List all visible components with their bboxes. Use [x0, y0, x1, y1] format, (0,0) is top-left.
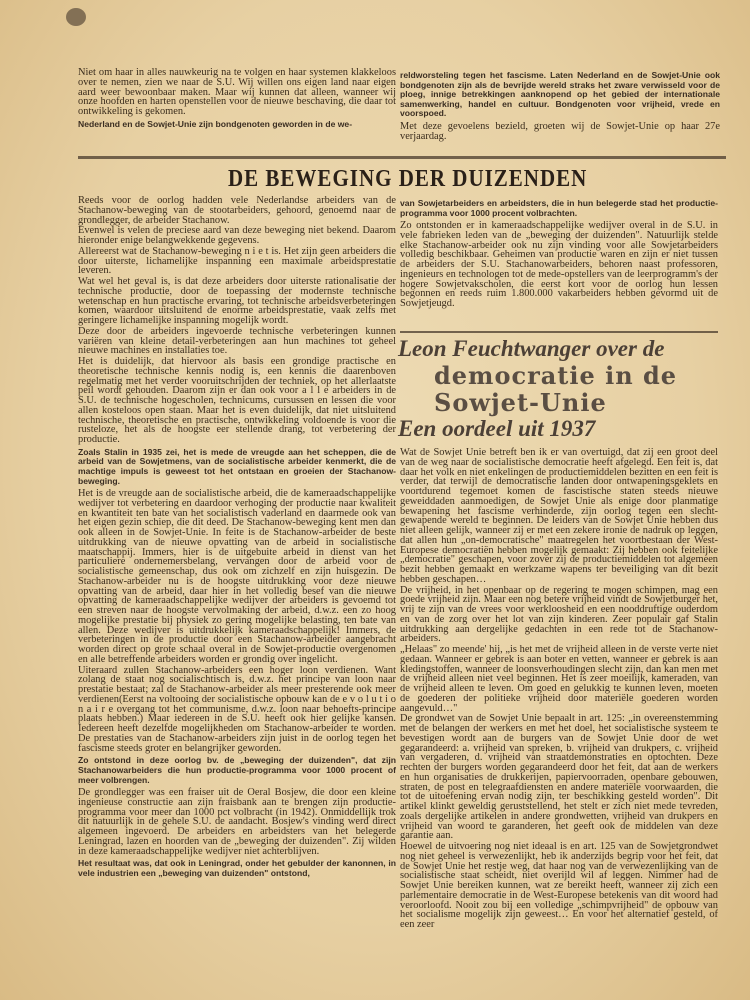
section-divider: [78, 156, 726, 159]
feuchtwanger-article-body: [400, 448, 718, 931]
paragraph: Met deze gevoelens bezield, groeten wij de Sowjet-Unie op haar 27e verjaardag.: [400, 120, 720, 142]
headline-line-2: democratie in de: [434, 361, 678, 390]
paragraph: De grondlegger was een fraiser uit de Oeral Bosjew, die door een kleine ingenieuse constructie aan zijn fraisbank aan te brengen zijn productie-programma voor meer dan 1000 pct volbracht (in 1942). Onmiddellijk trok dit natuurlijk in de gehele S.U. de aandacht. Bosjew's vinding werd direct algemeen ingevoerd. De arbeiders en arbeidsters van het belegerde Leningrad, lazen en hoorden van de „beweging der duizenden". Zij wilden in deze kameraadschappelijke wedijver niet achterblijven.: [78, 787, 396, 857]
paragraph: „Helaas" zo meende' hij, „is het met de vrijheid alleen in de verste verte niet gedaan. Wanneer er gebrek is aan boter en vetten, wanneer er gebrek is aan kledingstoffen, wanneer de loonsverhoudingen slecht zijn, dan kan men met de vrijheid alleen niet veel beginnen. Het is zeer moeilijk, kameraden, van de vrijheid alleen te leven. Om goed en gelukkig te kunnen leven, moeten de goederen der politieke vrijheid door materiële goederen worden aangevuld…": [400, 644, 718, 714]
article-title: DE BEWEGING DER DUIZENDEN: [228, 164, 588, 192]
headline-line-3: Sowjet-Unie: [434, 388, 607, 417]
paragraph: Uiteraard zullen Stachanow-arbeiders een hoger loon verdienen. Want zolang de staat nog socialischtisch is, d.w.z. het principe van loon naar prestatie bestaat; zal de Stachanow-arbeider als meer presterende ook meer verdienen(Eerst na voltooing der socialistische opbouw kan de e v o l u t i o n a i r e overgang tot het communisme, d.w.z. loon naar behoefts-principe plaats hebben.) Maar iedereen in de S.U. heeft ook hier gelijke kansen. Iedereen heeft dezelfde mogelijkheden om Stachanow-arbeider te worden. De prestaties van de Stachanow-arbeiders zijn juist in de oorlog tegen het fascisme steeds groter en belangrijker geworden.: [78, 664, 396, 754]
paragraph: De grondwet van de Sowjet Unie bepaalt in art. 125: „in overeenstemming met de belangen der werkers en met het doel, het socialistische systeem te bevestigen wordt aan de burgers van de Sowjet Unie door de wet gegarandeerd: a. vrijheid van spreken, b. vrijheid van drukpers, c. vrijheid van vergaderen, d. vrijheid van straatdemonstraties en optochten. Deze rechten der burgers worden gegarandeerd door het feit, dat aan de werkers en hun organisaties de drukkerijen, papiervoorraden, openbare gebouwen, straten, de post en telegraafdiensten en andere materiële voorwaarden, die tot de uitoefening ervan nodig zijn, ter beschikking gesteld worden". Dit artikel klinkt geweldig geruststellend, het stelt er zich niet mede tevreden, zoals dergelijke artikelen in andere grondwetten, vrijheid van drukpers en vrijheid van woord te garanderen, het geeft ook de middelen van deze garantie aan.: [400, 713, 718, 842]
paragraph: Hoewel de uitvoering nog niet ideaal is en art. 125 van de Sowjetgrondwet nog niet geheel is verwezenlijkt, heb ik anderzijds begrip voor het feit, dat de Sowjet Unie het restje weg, dat haar nog van de verwezenlijking van de socialistische staat scheidt, niet overijld wil af leggen. Nimmer had de Sowjet Unie bereiken kunnen, wat ze bereikt heeft, wanneer zij zich een parlementaire democratie in de West-Europese betekenis van dit woord had veroorloofd. Nooit zou bij een volledige „schimpvrijheid" de opbouw van het socialisme mogelijk zijn geweest… En voor het alternatief gesteld, of een zeer: [400, 841, 718, 930]
top-left-column: [78, 68, 396, 132]
paragraph: Zoals Stalin in 1935 zei, het is mede de vreugde aan het scheppen, die de arbeid van de Sowjetmens, van de socialistische arbeider kenmerkt, die de machtige impuls is geweest tot het ontstaan en groeien der Stachanow-beweging.: [78, 446, 396, 486]
paragraph: Evenwel is velen de preciese aard van deze beweging niet bekend. Daarom hieronder enige belangwekkende gegevens.: [78, 225, 396, 246]
ink-stain: [66, 8, 86, 26]
paragraph: Wat de Sowjet Unie betreft ben ik er van overtuigd, dat zij een groot deel van de weg naar de socialistische democratie heeft afgelegd. Een feit is, dat daar het volk en niet enkelingen de productiemiddelen bezitten en een feit is verder, dat terwijl de democratische landen door ontwapeningsgeklets en voortdurend tegemoet komen de fascistische staten steeds nieuwe geweiddaden aanmoedigen, de Sowjet Unie als enige door planmatige bewapening het fascisme verhinderde, zijn oorlog tegen een slecht-gewapende wereld te beginnen. De leiders van de Sowjet Unie hebben dus niet alleen gelijk, wanneer zij er met een zekere ironie de nadruk op leggen, dat allen hun „on-democratische" maatregelen het voortbestaan der West-Europese democratiën hebben mogelijk gemaakt: Zij hebben ook feitelijke „democratie" geschapen, voor zover zij de productiemiddelen tot algemeen bezit hebben gemaakt en werkzame wapens ter beveiliging van dit bezit hebben geschapen…: [400, 447, 718, 585]
paragraph: De vrijheid, in het openbaar op de regering te mogen schimpen, mag een goede vrijheid zijn. Maar een nog betere vrijheid vindt de Sowjetburger het, vrij te zijn van de vrees voor werkloosheid en een nooddruftige ouderdom en van de zorg over het lot van zijn kinderen. Zeer populair gaf Stalin uitdrukking aan dergelijke gedachten in een rede tot de Stachanow-arbeiders.: [400, 584, 718, 645]
paragraph: Deze door de arbeiders ingevoerde technische verbeteringen kunnen variëren van kleine detail-verbeteringen aan hun machines tot geheel nieuwe machines en installaties toe.: [78, 325, 396, 357]
paragraph: van Sowjetarbeiders en arbeidsters, die in hun belegerde stad het productie-programma voor 1000 procent volbrachten.: [400, 198, 718, 218]
headline-block: [398, 336, 733, 442]
article-right-column: [400, 196, 718, 310]
article-left-column: [78, 196, 396, 882]
paragraph: Niet om haar in alles nauwkeurig na te volgen en haar systemen klakkeloos over te nemen, zien we naar de S.U. Wij willen ons eigen land naar eigen aard weer bewoonbaar maken. Maar wij kunnen dat alleen, wanneer wij onze hoofden en harten openstellen voor de nieuwe beschaving, die daar tot ontwikkeling is gekomen.: [78, 67, 396, 117]
headline-line-1: Leon Feuchtwanger over de: [398, 336, 665, 361]
paragraph: Het is duidelijk, dat hiervoor als basis een grondige practische en theoretische technische kennis nodig is, een kennis die daarenboven regelmatig met het verder vooruitschrijden der techniek, op het allerlaatste peil wordt gehouden. Daarom zijn er dan ook voor a l l e arbeiders in de S.U. de technische hogescholen, technicums, cursussen en lessen die voor allen kosteloos open staan. Maar het is even duidelijk, dat niet uitsluitend technische, theoretische en practische, ontwikkeling voldoende is voor die rusteloze, het als de hoogste eer stellende drang, tot verbetering der productie.: [78, 356, 396, 445]
paragraph: Zo ontstonden er in kameraadschappelijke wedijver overal in de S.U. in vele fabrieken leden van de „beweging der duizenden". Natuurlijk stelde elke Stachanow-arbeider ook nu zijn vinding voor alle Sowjetarbeiders volledig beschikbaar. Geheimen van productie waren en zijn er niet tussen de arbeiders der S.U. Stachanowarbeiders, behoren naast professoren, ingenieurs en technologen tot de mede-opstellers van de leerprogramm's der hogere Sowjetvakscholen, die eerst kort voor de oorlog hun lessen begonnen en reeds ruim 1.800.000 vakarbeiders hebben gevormd uit de Sowjetjeugd.: [400, 220, 718, 310]
paragraph: Reeds voor de oorlog hadden vele Nederlandse arbeiders van de Stachanow-beweging van de stootarbeiders, gehoord, genoemd naar de grondlegger, de arbeider Stachanow.: [78, 195, 396, 226]
paragraph: Het resultaat was, dat ook in Leningrad, onder het gebulder der kanonnen, in vele industrien een „beweging van duizenden" ontstond,: [78, 858, 396, 878]
paragraph: Zo ontstond in deze oorlog bv. de „beweging der duizenden", dat zijn Stachanowarbeiders die hun productie-programma voor 1000 procent of meer volbrengen.: [78, 755, 396, 785]
paragraph: reldworsteling tegen het fascisme. Laten Nederland en de Sowjet-Unie ook bondgenoten zijn als de bevrijde wereld straks het zware verwisseld voor de ploeg, innige betrekkingen aanknopend op het gebied der internationale samenwerking, handel en cultuur. Bondgenoten voor vrijheid, vrede en voorspoed.: [400, 70, 720, 119]
column-divider: [400, 331, 718, 333]
subheadline: Een oordeel uit 1937: [398, 416, 596, 441]
paragraph: Wat wel het geval is, is dat deze arbeiders door uiterste rationalisatie der technische productie, door de toepassing der modernste technische wetenschap en hun practische ervaring, tot technische arbeidsverbeteringen komen, waardoor uitsluitend de enorme arbeidsprestatie, vaak zelfs met geringere lichamelijke inspanning mogelijk wordt.: [78, 276, 396, 326]
paragraph: Allereerst wat de Stachanow-beweging n i e t is. Het zijn geen arbeiders die door uiterste, lichamelijke inspanning een maximale arbeidsprestatie leveren.: [78, 245, 396, 277]
paragraph: Het is de vreugde aan de socialistische arbeid, die de kameraadschappelijke wedijver tot verbetering en daardoor verhoging der productie naar kwaliteit en kwantiteit ten bate van het socialistisch vaderland en daarmede ook van het eigen gezin schiep, die dit deed. De Stachanow-beweging kent men dan ook alleen in de Sowjet-Unie. In feite is de Stachanow-arbeider de beste uitdrukking van de nieuwe opvatting van de arbeid in socialistische maatschappij. Immers, hier is de uitgebuite arbeid in dienst van het particuliere ondernemersbelang, vervangen door de arbeid voor de socialistische gemeenschap, dus ook om zichzelf en zijn huisgezin. De Stachanow-arbeider nu is de hoogste uitdrukking voor deze nieuwe opvatting van de arbeid, daar hier in het volledig besef van die nieuwe opvatting de kameraadschappelijke wedijver der arbeiders is gevoemd tot een streven naar de hoogste vervolmaking der arbeid, d.w.z. een zo hoog mogelijke prestatie bij physiek zo gering mogelijke belasting, ten bate van allen. Deze wedijver is uitdrukkelijk kameraadschappelijk! Immers, de verbeteringen in de productie door een Stachanow-arbeider aangebracht worden direct op grote schaal overal in de Sowjet-productie overgenomen en alle betreffende arbeiders worden er grondig over ingelicht.: [78, 488, 396, 665]
paragraph: Nederland en de Sowjet-Unie zijn bondgenoten geworden in de we-: [78, 118, 353, 129]
top-right-column: [400, 68, 720, 142]
